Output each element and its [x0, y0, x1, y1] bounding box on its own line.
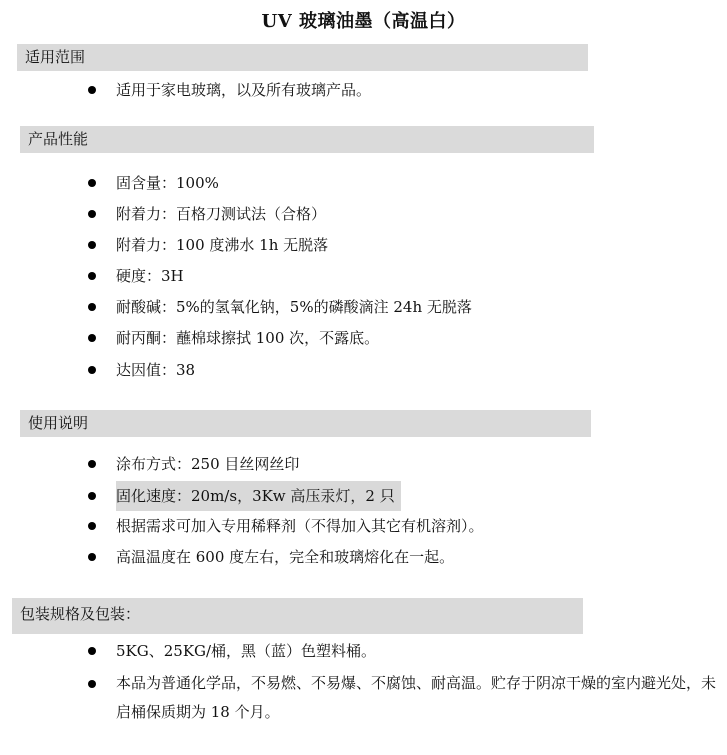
- list-item-text: 附着力：百格刀测试法（合格）: [116, 205, 327, 223]
- section-header-usage-instructions: 使用说明: [20, 410, 591, 437]
- list-item: [88, 232, 719, 258]
- list-item: [88, 513, 719, 539]
- list-item-text: 本品为普通化学品，不易燃、不易爆、不腐蚀、耐高温。贮存于阴凉干燥的室内避光处，未启桶保质期为 18 个月。: [116, 674, 717, 721]
- list-item-text: 耐酸碱：5%的氢氧化钠，5%的磷酸滴注 24h 无脱落: [116, 298, 472, 316]
- bullet-icon: [88, 553, 96, 561]
- bullet-icon: [88, 272, 96, 280]
- document-title: UV 玻璃油墨（高温白）: [261, 11, 466, 32]
- list-item: [88, 357, 719, 383]
- bullet-icon: [88, 210, 96, 218]
- section-header-packaging: 包装规格及包装：: [12, 598, 583, 634]
- list-item-text: 5KG、25KG/桶，黑（蓝）色塑料桶。: [116, 642, 377, 660]
- list-item: [88, 638, 719, 664]
- bullet-icon: [88, 522, 96, 530]
- list-item-text: 耐丙酮：蘸棉球擦拭 100 次，不露底。: [116, 329, 380, 347]
- section-header-product-performance: 产品性能: [20, 126, 594, 153]
- list-item-text: 固含量：100%: [116, 174, 219, 192]
- list-item-text: 达因值：38: [116, 361, 196, 379]
- bullet-icon: [88, 303, 96, 311]
- list-item: [88, 170, 719, 196]
- list-item-text: 高温温度在 600 度左右，完全和玻璃熔化在一起。: [116, 548, 455, 566]
- list-item-text: 根据需求可加入专用稀释剂（不得加入其它有机溶剂）。: [116, 517, 484, 535]
- bullet-icon: [88, 492, 96, 500]
- bullet-icon: [88, 86, 96, 94]
- list-item-text: 涂布方式：250 目丝网丝印: [116, 455, 300, 473]
- list-item: [88, 669, 719, 731]
- list-item: [88, 544, 719, 570]
- bullet-icon: [88, 366, 96, 374]
- bullet-icon: [88, 680, 96, 688]
- list-item: [88, 77, 719, 103]
- bullet-icon: [88, 460, 96, 468]
- list-item: [88, 263, 719, 289]
- bullet-icon: [88, 179, 96, 187]
- list-item-text: 附着力：100 度沸水 1h 无脱落: [116, 236, 329, 254]
- list-item-highlighted: [88, 481, 719, 511]
- list-item: [88, 294, 719, 320]
- list-item-text: 硬度：3H: [116, 267, 184, 285]
- bullet-icon: [88, 241, 96, 249]
- list-item: [88, 201, 719, 227]
- bullet-icon: [88, 647, 96, 655]
- bullet-icon: [88, 334, 96, 342]
- list-item-text: 适用于家电玻璃，以及所有玻璃产品。: [116, 81, 372, 99]
- list-item: [88, 451, 719, 477]
- list-item: [88, 325, 719, 351]
- section-header-application-scope: 适用范围: [17, 44, 588, 71]
- list-item-text: 固化速度：20m/s，3Kw 高压汞灯，2 只: [116, 481, 401, 511]
